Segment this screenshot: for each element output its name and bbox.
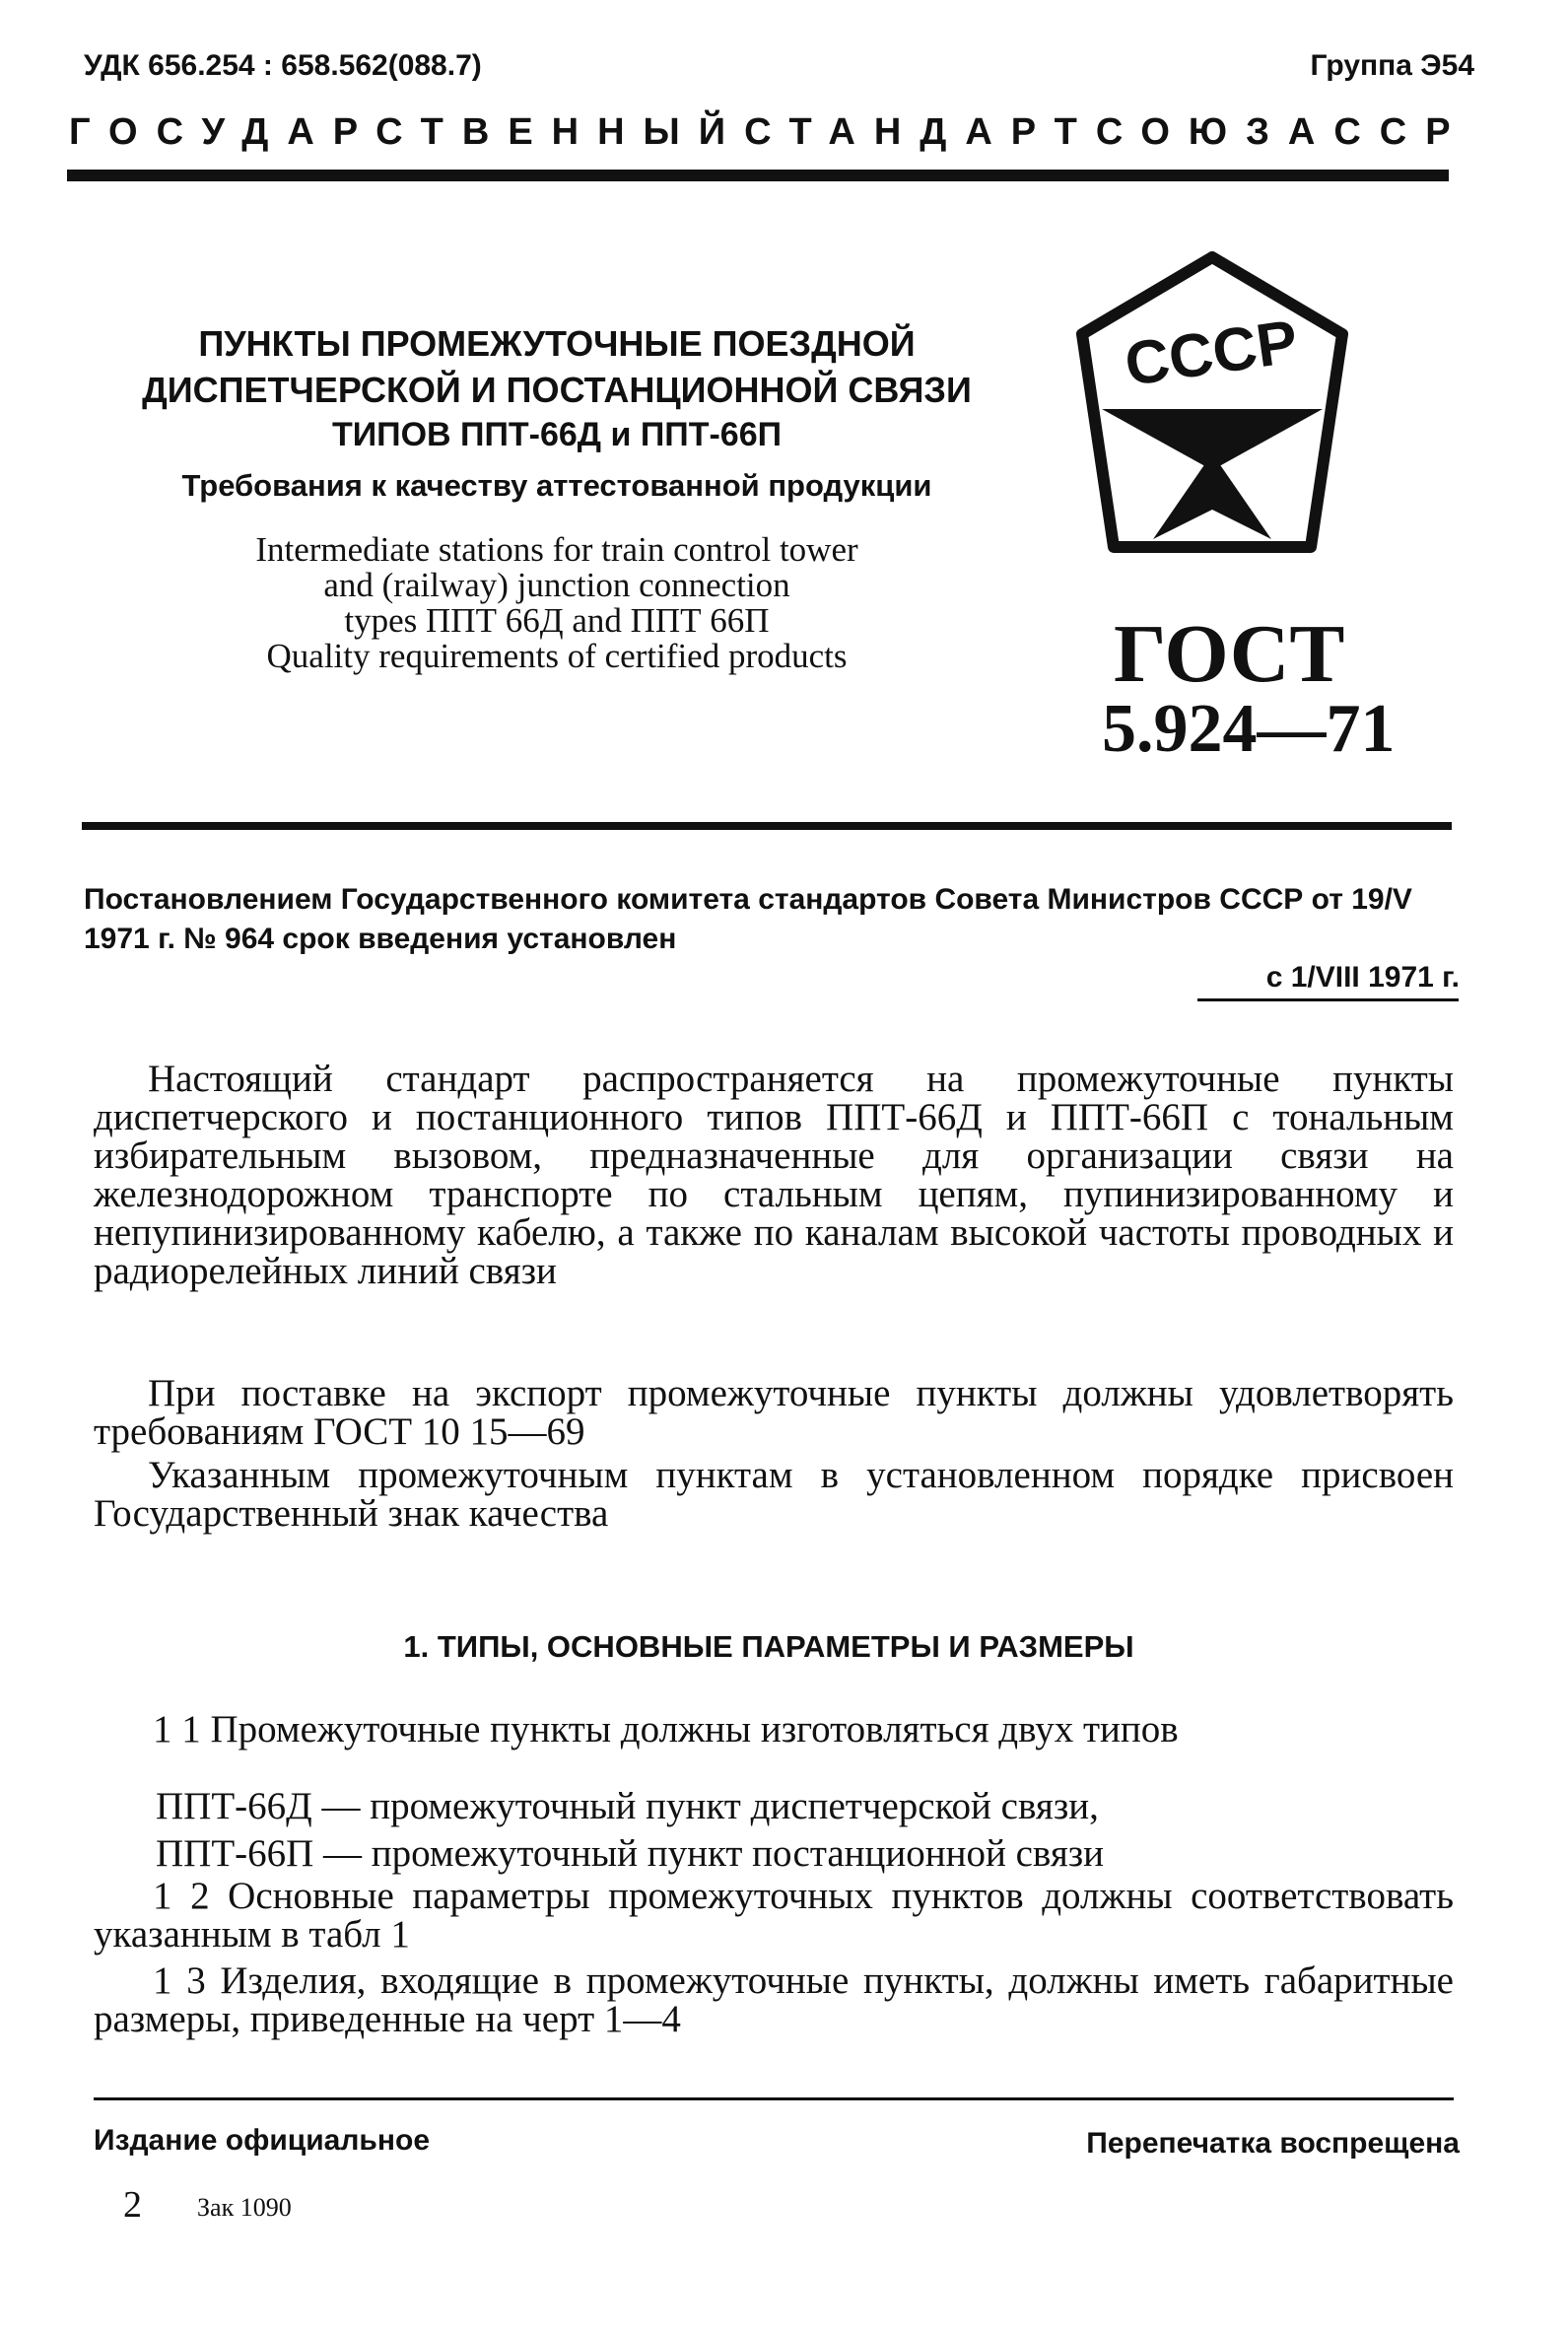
gost-word: ГОСТ bbox=[1114, 608, 1345, 700]
gost-number: 5.924—71 bbox=[1102, 691, 1396, 767]
type-item-ppt66d: ППТ-66Д — промежуточный пункт диспетчерской связи, bbox=[156, 1785, 1099, 1827]
english-title bbox=[138, 532, 976, 674]
header-word-4: ССР bbox=[1333, 111, 1469, 153]
header-word-1: ГОСУДАРСТВЕННЫЙ bbox=[69, 111, 745, 153]
udk-code: УДК 656.254 : 658.562(088.7) bbox=[84, 49, 482, 82]
reprint-note: Перепечатка воспрещена bbox=[1086, 2127, 1460, 2160]
section-1-heading: 1. ТИПЫ, ОСНОВНЫЕ ПАРАМЕТРЫ И РАЗМЕРЫ bbox=[403, 1629, 1134, 1664]
english-title-line-4: Quality requirements of certified products bbox=[266, 637, 848, 675]
intro-paragraph-1: Настоящий стандарт распространяется на промежуточные пункты диспетчерского и постанционного типов ППТ-66Д и ППТ-66П с тональным избирательным вызовом, предназначенные для организации связи на железнодорожном транспорте по стальным цепям, пупинизированному и непупинизированному кабелю, а также по каналам высокой частоты проводных и радиорелейных линий связи bbox=[94, 1058, 1454, 1292]
page-number: 2 bbox=[123, 2184, 142, 2226]
english-title-line-2: and (railway) junction connection bbox=[323, 566, 790, 604]
edition-note: Издание официальное bbox=[94, 2124, 431, 2157]
english-title-line-1: Intermediate stations for train control tower bbox=[255, 530, 858, 569]
effective-date: с 1/VIII 1971 г. bbox=[1265, 961, 1460, 994]
intro-paragraph-3: Указанным промежуточным пунктам в установленном порядке присвоен Государственный знак качества bbox=[94, 1454, 1454, 1535]
title-subtitle: Требования к качеству аттестованной продукции bbox=[181, 468, 932, 503]
state-standard-header bbox=[69, 111, 1469, 154]
footer-rule bbox=[94, 2097, 1454, 2100]
header-rule bbox=[67, 170, 1449, 181]
clause-1-1: 1 1 Промежуточные пункты должны изготовляться двух типов bbox=[153, 1708, 1179, 1750]
header-word-3: СОЮЗА bbox=[1095, 111, 1334, 153]
type-item-ppt66p: ППТ-66П — промежуточный пункт постанционной связи bbox=[156, 1832, 1105, 1875]
emblem-label: СССР bbox=[1121, 308, 1302, 399]
order-number: Зак 1090 bbox=[197, 2193, 292, 2222]
effective-date-underline bbox=[1197, 998, 1459, 1001]
emblem-star-lower bbox=[1153, 453, 1271, 539]
intro-paragraph-2: При поставке на экспорт промежуточные пункты должны удовлетворять требованиям ГОСТ 10 15—69 bbox=[94, 1372, 1454, 1453]
quality-mark-emblem bbox=[1074, 251, 1350, 572]
title-line-2: ДИСПЕТЧЕРСКОЙ И ПОСТАНЦИОННОЙ СВЯЗИ bbox=[142, 370, 972, 410]
title-block-rule bbox=[82, 822, 1452, 830]
group-code: Группа Э54 bbox=[1310, 49, 1474, 82]
clause-1-3: 1 3 Изделия, входящие в промежуточные пункты, должны иметь габаритные размеры, приведенные на черт 1—4 bbox=[94, 1959, 1454, 2040]
title-line-3: ТИПОВ ППТ-66Д и ППТ-66П bbox=[331, 416, 783, 453]
clause-1-2: 1 2 Основные параметры промежуточных пунктов должны соответствовать указанным в табл 1 bbox=[94, 1875, 1454, 1956]
decree-text: Постановлением Государственного комитета стандартов Совета Министров СССР от 19/V 1971 г. № 964 срок введения установлен bbox=[84, 883, 1412, 955]
header-word-2: СТАНДАРТ bbox=[744, 111, 1096, 153]
english-title-line-3: types ППТ 66Д and ППТ 66П bbox=[344, 601, 770, 640]
title-line-1: ПУНКТЫ ПРОМЕЖУТОЧНЫЕ ПОЕЗДНОЙ bbox=[198, 323, 916, 364]
